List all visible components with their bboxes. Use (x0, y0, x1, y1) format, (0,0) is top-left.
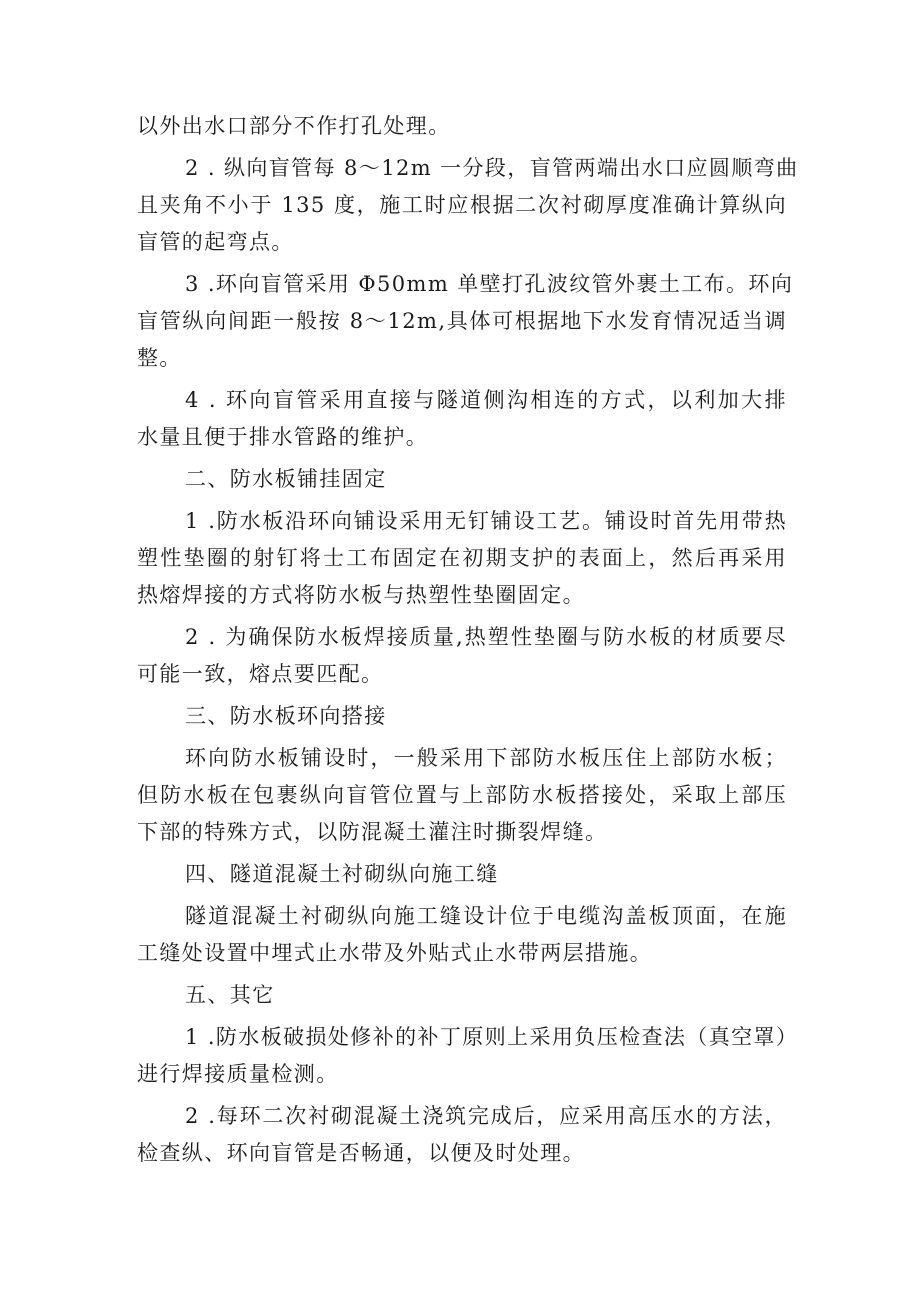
section-2-item-1-line-3: 热熔焊接的方式将防水板与热塑性垫圈固定。 (137, 583, 585, 607)
section-4-para-line-1: 隧道混凝土衬砌纵向施工缝设计位于电缆沟盖板顶面，在施 (185, 904, 787, 928)
list-item-3-line-2: 盲管纵向间距一般按 8～12m,具体可根据地下水发育情况适当调 (137, 309, 787, 333)
section-heading-4: 四、隧道混凝土衬砌纵向施工缝 (185, 862, 499, 886)
section-2-item-2-line-2: 可能一致，熔点要匹配。 (137, 662, 384, 686)
section-2-item-2-line-1: 2 . 为确保防水板焊接质量,热塑性垫圈与防水板的材质要尽 (185, 625, 787, 649)
list-item-4-line-2: 水量且便于排水管路的维护。 (137, 425, 429, 449)
section-3-para-line-2: 但防水板在包裹纵向盲管位置与上部防水板搭接处，采取上部压 (137, 783, 787, 807)
section-2-item-1-line-2: 塑性垫圈的射钉将士工布固定在初期支护的表面上，然后再采用 (137, 546, 787, 570)
section-heading-2: 二、防水板铺挂固定 (185, 467, 387, 491)
section-3-para-line-1: 环向防水板铺设时，一般采用下部防水板压住上部防水板； (185, 746, 787, 770)
list-item-2-line-2: 且夹角不小于 135 度，施工时应根据二次衬砌厚度准确计算纵向 (137, 193, 787, 217)
list-item-2-line-1: 2 . 纵向盲管每 8～12m 一分段，盲管两端出水口应圆顺弯曲 (185, 156, 799, 180)
list-item-4-line-1: 4 . 环向盲管采用直接与隧道侧沟相连的方式，以利加大排 (185, 388, 787, 412)
section-heading-3: 三、防水板环向搭接 (185, 704, 387, 728)
list-item-3-line-1: 3 .环向盲管采用 Φ50mm 单壁打孔波纹管外裹土工布。环向 (185, 272, 794, 296)
section-3-para-line-3: 下部的特殊方式，以防混凝土灌注时撕裂焊缝。 (137, 820, 608, 844)
section-5-item-1-line-2: 进行焊接质量检测。 (137, 1062, 339, 1086)
body-text (137, 108, 799, 1172)
text-line: 以外出水口部分不作打孔处理。 (137, 114, 451, 138)
section-5-item-2-line-1: 2 .每环二次衬砌混凝土浇筑完成后，应采用高压水的方法， (185, 1104, 787, 1128)
section-2-item-1-line-1: 1 .防水板沿环向铺设采用无钉铺设工艺。铺设时首先用带热 (185, 509, 787, 533)
section-5-item-2-line-2: 检查纵、环向盲管是否畅通，以便及时处理。 (137, 1141, 585, 1165)
section-4-para-line-2: 工缝处设置中埋式止水带及外贴式止水带两层措施。 (137, 941, 653, 965)
section-5-item-1-line-1: 1 .防水板破损处修补的补丁原则上采用负压检查法（真空罩） (185, 1025, 799, 1049)
list-item-3-line-3: 整。 (137, 346, 182, 370)
section-heading-5: 五、其它 (185, 983, 275, 1007)
list-item-2-line-3: 盲管的起弯点。 (137, 230, 294, 254)
